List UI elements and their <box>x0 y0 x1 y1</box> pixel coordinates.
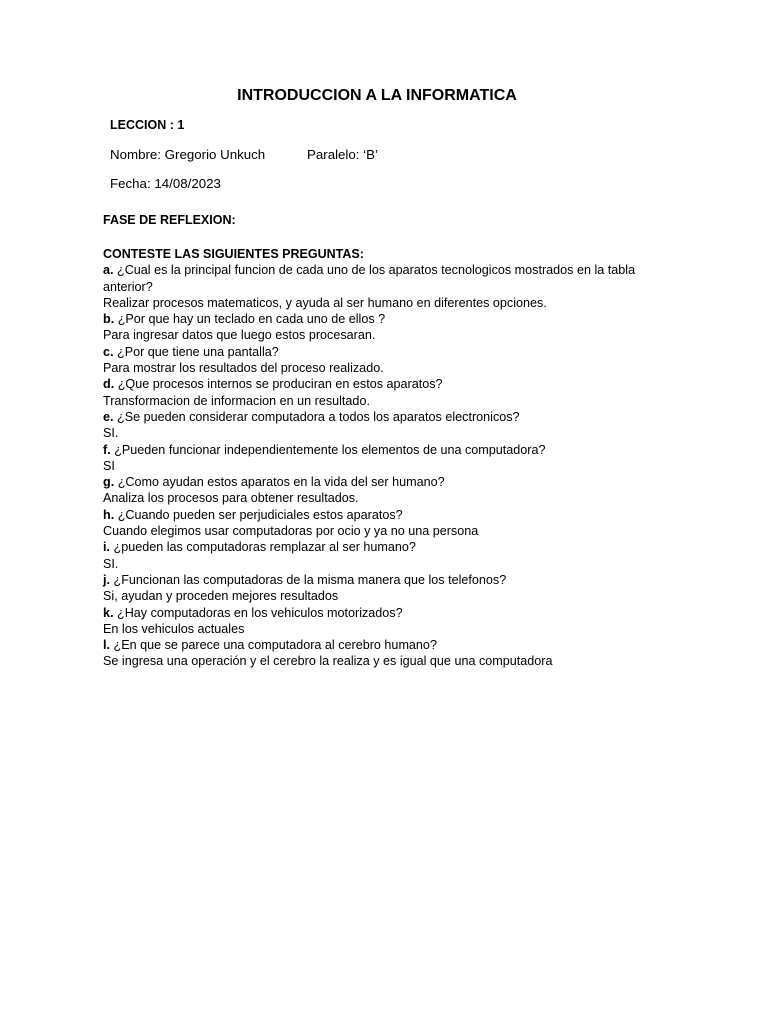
question-text: ¿Por que hay un teclado en cada uno de ellos ? <box>114 312 386 327</box>
question-letter: c. <box>103 344 114 359</box>
question-letter: l. <box>103 638 110 653</box>
question-letter: d. <box>103 377 115 392</box>
question-c <box>103 344 663 360</box>
phase-heading: FASE DE REFLEXION: <box>103 213 236 227</box>
answer-l: Se ingresa una operación y el cerebro la realiza y es igual que una computadora <box>103 654 553 669</box>
question-a-continued: anterior? <box>103 279 153 294</box>
question-e <box>103 409 663 425</box>
questions-section <box>103 246 663 670</box>
answer-d: Transformacion de informacion en un resultado. <box>103 393 370 408</box>
answer-c: Para mostrar los resultados del proceso realizado. <box>103 361 384 376</box>
answer-i: SI. <box>103 556 119 571</box>
question-text: ¿Funcionan las computadoras de la misma manera que los telefonos? <box>110 572 507 587</box>
question-letter: a. <box>103 263 114 278</box>
student-name: Nombre: Gregorio Unkuch <box>110 147 266 162</box>
question-letter: k. <box>103 605 114 620</box>
question-l <box>103 637 663 653</box>
question-g <box>103 474 663 490</box>
paralelo-label: Paralelo: ‘B’ <box>307 147 378 162</box>
answer-b: Para ingresar datos que luego estos procesaran. <box>103 328 376 343</box>
instructions-heading: CONTESTE LAS SIGUIENTES PREGUNTAS: <box>103 247 364 261</box>
question-h <box>103 507 663 523</box>
question-letter: j. <box>103 572 110 587</box>
question-letter: i. <box>103 540 110 555</box>
question-letter: e. <box>103 409 114 424</box>
question-letter: h. <box>103 507 115 522</box>
question-text: ¿Como ayudan estos aparatos en la vida del ser humano? <box>114 475 445 490</box>
document-title: INTRODUCCION A LA INFORMATICA <box>237 87 517 104</box>
answer-a: Realizar procesos matematicos, y ayuda al ser humano en diferentes opciones. <box>103 295 547 310</box>
question-letter: g. <box>103 475 115 490</box>
question-letter: b. <box>103 312 115 327</box>
answer-j: Si, ayudan y proceden mejores resultados <box>103 589 339 604</box>
answer-h: Cuando elegimos usar computadoras por ocio y ya no una persona <box>103 524 479 539</box>
answer-k: En los vehiculos actuales <box>103 621 245 636</box>
question-text: ¿pueden las computadoras remplazar al ser humano? <box>110 540 416 555</box>
question-text: ¿Que procesos internos se produciran en estos aparatos? <box>114 377 443 392</box>
answer-e: SI. <box>103 426 119 441</box>
question-text: ¿Se pueden considerar computadora a todos los aparatos electronicos? <box>113 409 520 424</box>
question-text: ¿Pueden funcionar independientemente los elementos de una computadora? <box>110 442 546 457</box>
question-text: ¿En que se parece una computadora al cerebro humano? <box>110 638 437 653</box>
answer-f: SI <box>103 458 115 473</box>
question-j <box>103 572 663 588</box>
question-f <box>103 442 663 458</box>
question-text: ¿Cuando pueden ser perjudiciales estos aparatos? <box>114 507 403 522</box>
question-text: ¿Hay computadoras en los vehiculos motorizados? <box>113 605 403 620</box>
question-letter: f. <box>103 442 111 457</box>
lesson-label: LECCION : 1 <box>110 118 185 132</box>
question-i <box>103 539 663 555</box>
question-d <box>103 376 663 392</box>
date-label: Fecha: 14/08/2023 <box>110 176 221 191</box>
question-text: ¿Por que tiene una pantalla? <box>113 344 279 359</box>
question-a <box>103 262 663 278</box>
question-b <box>103 311 663 327</box>
question-text: ¿Cual es la principal funcion de cada uno de los aparatos tecnologicos mostrados en la tabla <box>113 263 636 278</box>
answer-g: Analiza los procesos para obtener resultados. <box>103 491 359 506</box>
question-k <box>103 605 663 621</box>
